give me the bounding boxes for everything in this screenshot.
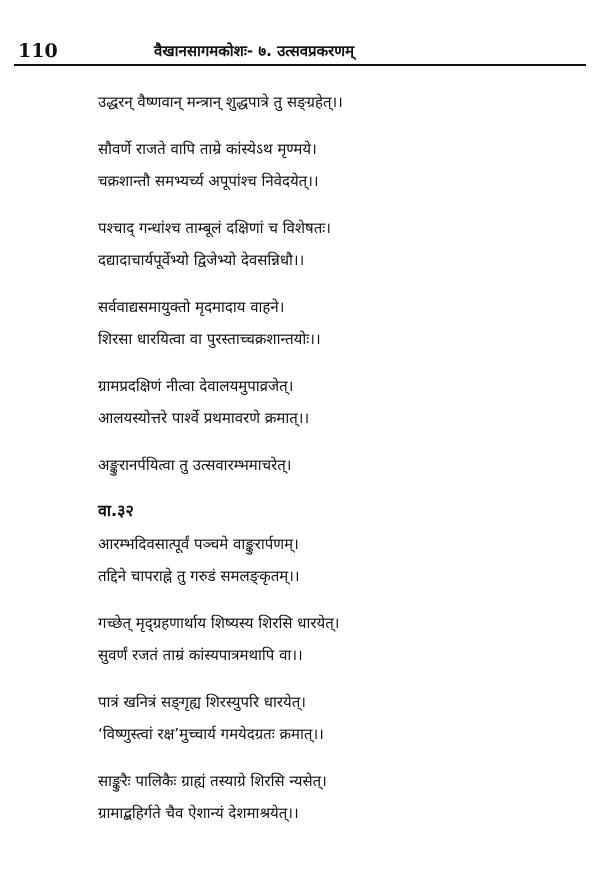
stanza <box>98 370 588 434</box>
page-header <box>14 32 586 66</box>
running-title: वैखानसागमकोशः- ७. उत्सवप्रकरणम् <box>154 42 355 60</box>
stanza <box>98 765 588 829</box>
verse-line: आलयस्योत्तरे पार्श्वे प्रथमावरणे क्रमात्।। <box>98 409 310 427</box>
stanza <box>98 449 588 481</box>
verse-line: शिरसा धारयित्वा वा पुरस्ताच्चक्रशान्तयोः।। <box>98 330 321 348</box>
stanza <box>98 528 588 592</box>
stanza <box>98 686 588 750</box>
section-heading: वा.३२ <box>98 501 134 520</box>
verse-line: सर्ववाद्यसमायुक्तो मृदमादाय वाहने। <box>98 298 285 316</box>
verse-line: साङ्कुरैः पालिकैः ग्राह्यं तस्याग्रे शिरसि न्यसेत्। <box>98 772 327 790</box>
verse-line: सुवर्णं रजतं ताम्रं कांस्यपात्रमथापि वा।। <box>98 646 303 664</box>
verse-line: तद्दिने चापराह्ने तु गरुडं समलङ्कृतम्।। <box>98 567 300 585</box>
stanza <box>98 607 588 671</box>
verse-line: चक्रशान्तौ समभ्यर्च्य अपूपांश्च निवेदयेत्।। <box>98 172 319 190</box>
verse-line: ‘विष्णुस्त्वां रक्ष’मुच्चार्य गमयेदग्रतः क्रमात्।। <box>98 725 324 743</box>
stanza <box>98 86 588 118</box>
verse-line: आरम्भदिवसात्पूर्वं पञ्चमे वाङ्कुरार्पणम्। <box>98 535 299 553</box>
stanza <box>98 291 588 355</box>
stanza <box>98 212 588 276</box>
verse-line: पात्रं खनित्रं सङ्गृह्य शिरस्युपरि धारयेत्। <box>98 693 306 711</box>
verse-line: अङ्कुरानर्पयित्वा तु उत्सवारम्भमाचरेत्। <box>98 456 292 474</box>
verse-line: पश्चाद् गन्धांश्च ताम्बूलं दक्षिणां च विशेषतः। <box>98 219 331 237</box>
verse-line: दद्यादाचार्यपूर्वेभ्यो द्विजेभ्यो देवसन्निधौ।। <box>98 251 305 269</box>
verse-text <box>98 86 588 844</box>
verse-line: उद्धरन् वैष्णवान् मन्त्रान् शुद्धपात्रे तु सङ्ग्रहेत्।। <box>98 93 343 111</box>
verse-line: सौवर्णे राजते वापि ताम्रे कांस्येऽथ मृण्मये। <box>98 140 317 158</box>
verse-line: ग्रामाद्बहिर्गते चैव ऐशान्यं देशमाश्रयेत्।। <box>98 804 299 822</box>
verse-line: गच्छेत् मृद्ग्रहणार्थाय शिष्यस्य शिरसि धारयेत्। <box>98 614 340 632</box>
verse-line: ग्रामप्रदक्षिणं नीत्वा देवालयमुपाव्रजेत्। <box>98 377 294 395</box>
page-number: 110 <box>18 40 58 62</box>
stanza <box>98 133 588 197</box>
